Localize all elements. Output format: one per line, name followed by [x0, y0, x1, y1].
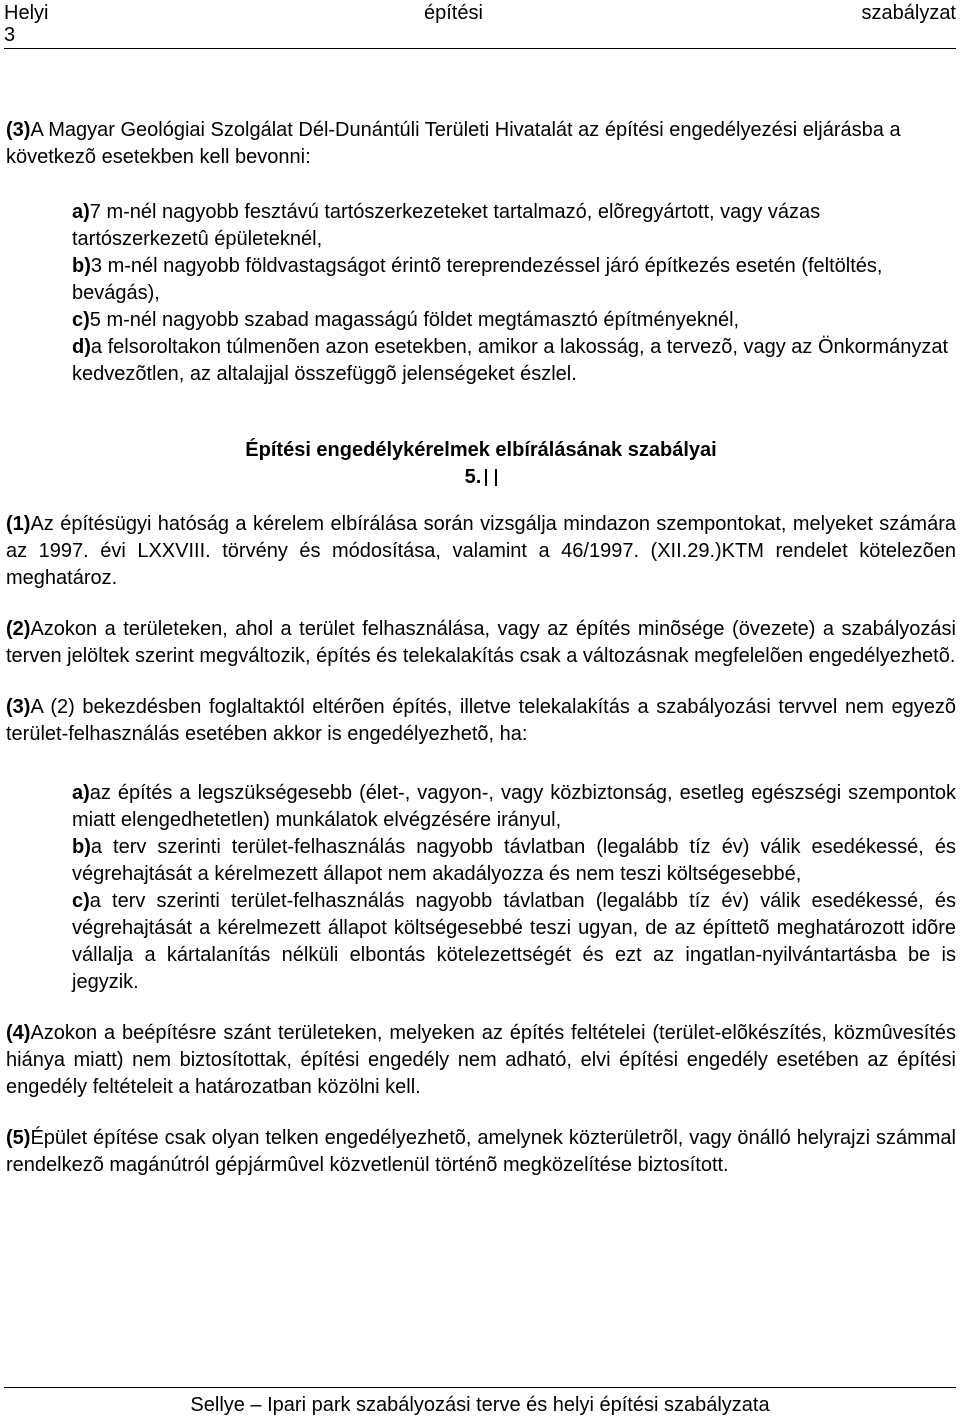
exception-list — [72, 780, 956, 996]
list-item-label: a) — [72, 782, 90, 804]
header-middle: építési — [424, 2, 483, 24]
geology-list — [72, 199, 956, 388]
paragraph-label: (3) — [6, 119, 31, 141]
footer-text: Sellye – Ipari park szabályozási terve és helyi építési szabályzata — [190, 1394, 770, 1416]
paragraph-text: A (2) bekezdésben foglaltaktól eltérõen építés, illetve telekalakítás a szabályozási tervvel nem egyezõ terület-felhasználás esetében akkor is engedélyezhetõ, ha: — [6, 696, 956, 745]
list-item-label: c) — [72, 309, 90, 331]
list-item — [72, 888, 956, 996]
paragraph-5 — [6, 1125, 956, 1179]
paragraph-label: (1) — [6, 513, 31, 535]
header-left: Helyi — [4, 2, 49, 24]
paragraph-4 — [6, 1020, 956, 1101]
paragraph-label: (2) — [6, 618, 31, 640]
list-item-text: 3 m-nél nagyobb földvastagságot érintõ tereprendezéssel járó építkezés esetén (feltöltés, bevágás), — [72, 255, 883, 304]
paragraph-text: Épület építése csak olyan telken engedélyezhetõ, amelynek közterületrõl, vagy önálló helyrajzi számmal rendelkezõ magánútról gépjármûvel közvetlenül történõ megközelítése biztosított. — [6, 1127, 956, 1176]
list-item — [72, 834, 956, 888]
list-item-text: a terv szerinti terület-felhasználás nagyobb távlatban (legalább tíz év) válik esedékessé, és végrehajtását a kérelmezett állapot nem akadályozza és nem teszi költségesebbé, — [72, 836, 956, 885]
list-item-label: a) — [72, 201, 90, 223]
list-item-label: b) — [72, 836, 91, 858]
paragraph-text: Azokon a területeken, ahol a terület felhasználása, vagy az építés minõsége (övezete) a szabályozási terven jelöltek szerint megváltozik, építés és telekalakítás csak a változásnak megfelelõen engedélyezhetõ. — [6, 618, 956, 667]
paragraph-2 — [6, 616, 956, 670]
list-item-text: a terv szerinti terület-felhasználás nagyobb távlatban (legalább tíz év) válik esedékessé, és végrehajtását a kérelmezett állapot költségesebbé teszi ugyan, de az építtetõ meghatározott idõre vállalja a kártalanítás nélküli elbontás kötelezettségét és ezt az ingatlan-nyilvántartásba be is jegyzik. — [72, 890, 956, 993]
list-item-text: 5 m-nél nagyobb szabad magasságú földet megtámasztó építményeknél, — [89, 309, 740, 331]
document-body — [6, 117, 956, 1179]
paragraph-label: (4) — [6, 1022, 31, 1044]
paragraph-3 — [6, 694, 956, 748]
list-item-label: c) — [72, 890, 90, 912]
paragraph-label: (3) — [6, 696, 31, 718]
section-number-text: 5. — [464, 466, 482, 488]
section-title: Építési engedélykérelmek elbírálásának szabályai — [245, 439, 717, 461]
list-item — [72, 253, 956, 307]
paragraph-label: (5) — [6, 1127, 31, 1149]
section-sign-icon — [485, 469, 497, 486]
list-item-text: az építés a legszükségesebb (élet-, vagyon-, vagy közbiztonság, esetleg egészségi szempontok miatt elengedhetetlen) munkálatok elvégzésére irányul, — [72, 782, 956, 831]
page-header — [4, 0, 956, 49]
list-item-label: b) — [72, 255, 91, 277]
paragraph-1 — [6, 511, 956, 592]
list-item — [72, 307, 956, 334]
paragraph-text: Az építésügyi hatóság a kérelem elbírálása során vizsgálja mindazon szempontokat, melyeket számára az 1997. évi LXXVIII. törvény és módosítása, valamint a 46/1997. (XII.29.)KTM rendelet kötelezõen meghatároz. — [6, 513, 956, 589]
list-item-label: d) — [72, 336, 91, 358]
paragraph-text: A Magyar Geológiai Szolgálat Dél-Dunántúli Területi Hivatalát az építési engedélyezési eljárásba a következõ esetekben kell bevonni: — [6, 119, 901, 168]
paragraph-text: Azokon a beépítésre szánt területeken, melyeken az építés feltételei (terület-elõkészítés, közmûvesítés hiánya miatt) nem biztosítottak, építési engedély nem adható, elvi építési engedély esetében az építési engedély feltételeit a határozatban közölni kell. — [6, 1022, 956, 1098]
page-number: 3 — [4, 24, 16, 46]
list-item — [72, 780, 956, 834]
list-item — [72, 199, 956, 253]
paragraph-3-prev — [6, 117, 956, 171]
list-item-text: a felsoroltakon túlmenõen azon esetekben, amikor a lakosság, a tervezõ, vagy az Önkormányzat kedvezõtlen, az altalajjal összefüggõ jelenségeket észlel. — [72, 336, 949, 385]
page-footer — [4, 1387, 956, 1419]
section-number — [6, 464, 956, 491]
list-item — [72, 334, 956, 388]
list-item-text: 7 m-nél nagyobb fesztávú tartószerkezeteket tartalmazó, elõregyártott, vagy vázas tartószerkezetû épületeknél, — [72, 201, 821, 250]
header-right: szabályzat — [861, 2, 956, 24]
